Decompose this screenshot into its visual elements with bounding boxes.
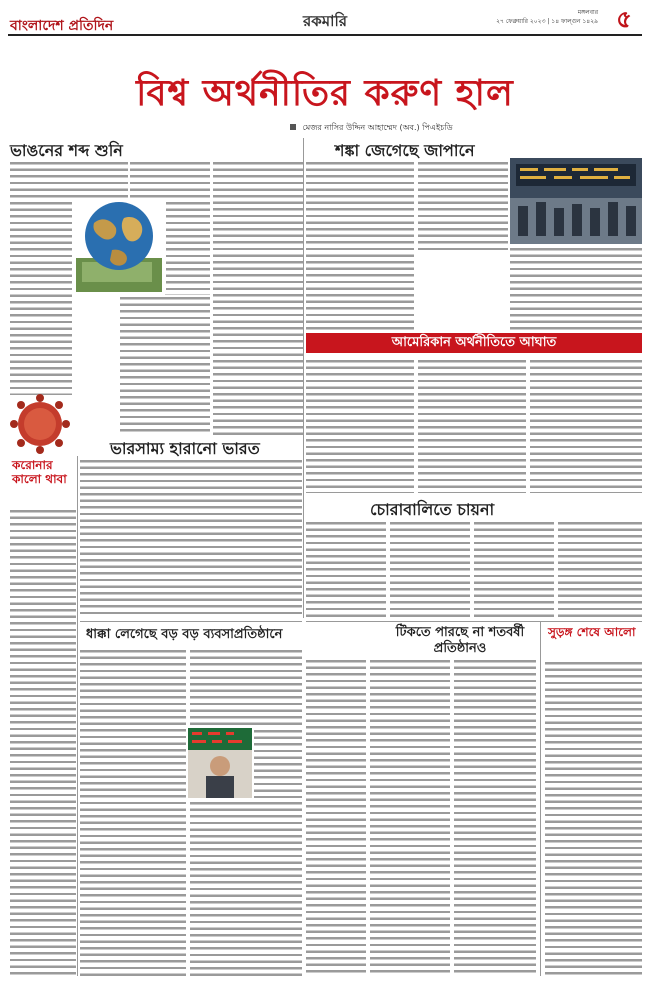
article-text: [190, 648, 302, 728]
section-title: রকমারি: [303, 12, 347, 30]
article-text: [454, 658, 536, 976]
section-heading-business: ধাক্কা লেগেছে বড় বড় ব্যবসাপ্রতিষ্ঠানে: [86, 627, 283, 642]
byline-text: মেজর নাসির উদ্দিন আহাম্মেদ (অব.) পিএইচডি: [302, 123, 453, 132]
article-text: [370, 658, 450, 976]
dateline: [496, 8, 598, 26]
page-header: [0, 0, 650, 60]
article-text: [530, 358, 642, 493]
article-text: [474, 520, 554, 620]
globe-money-photo: [72, 198, 166, 294]
article-text: [10, 200, 72, 395]
weekday: মঙ্গলবার: [577, 9, 598, 16]
article-text: [390, 520, 470, 620]
section-heading-centenary: টিকতে পারছে না শতবর্ষী প্রতিষ্ঠানও: [395, 625, 525, 656]
article-text: [165, 200, 210, 295]
article-text: [10, 508, 76, 976]
article-text: [80, 458, 302, 618]
article-text: [306, 520, 386, 620]
article-text: [510, 246, 642, 330]
article-text: [130, 160, 210, 200]
section-heading-corona: করোনার কালো থাবা: [12, 458, 67, 486]
date: ২৭ ফেব্রুয়ারি ২০২৩ | ১৪ ফাল্গুন ১৪২৯: [496, 18, 598, 25]
section-heading-china: চোরাবালিতে চায়না: [370, 500, 495, 519]
article-text: [306, 358, 414, 493]
main-headline: বিশ্ব অর্থনীতির করুণ হাল: [136, 73, 514, 114]
section-heading-tunnel: সুড়ঙ্গ শেষে আলো: [548, 625, 636, 639]
article-text: [418, 358, 526, 493]
byline: [290, 122, 453, 135]
article-text: [254, 728, 302, 798]
article-text: [80, 648, 186, 976]
article-text: [120, 295, 210, 435]
byline-square-icon: [290, 124, 296, 130]
column-divider: [303, 138, 304, 618]
stock-exchange-photo: [510, 158, 642, 244]
section-banner-america: আমেরিকান অর্থনীতিতে আঘাত: [306, 333, 642, 353]
article-text: [306, 160, 414, 330]
article-text: [190, 800, 302, 976]
article-text: [558, 520, 642, 620]
article-text: [10, 160, 128, 200]
article-text: [306, 658, 366, 976]
section-heading-india: ভারসাম্য হারানো ভারত: [110, 439, 260, 458]
article-text: [545, 660, 642, 976]
trader-photo: [188, 728, 252, 798]
column-divider: [77, 456, 78, 976]
section-heading-japan: শঙ্কা জেগেছে জাপানে: [335, 141, 475, 160]
page-number: ৫: [606, 4, 642, 34]
header-rule: [8, 34, 642, 36]
coronavirus-image: [8, 392, 72, 456]
section-divider: [306, 621, 642, 622]
article-text: [418, 160, 508, 250]
masthead: বাংলাদেশ প্রতিদিন: [10, 18, 114, 34]
column-divider: [540, 622, 541, 976]
section-divider: [80, 621, 302, 622]
section-heading-bhangan: ভাঙনের শব্দ শুনি: [10, 141, 123, 160]
article-text: [213, 160, 303, 435]
